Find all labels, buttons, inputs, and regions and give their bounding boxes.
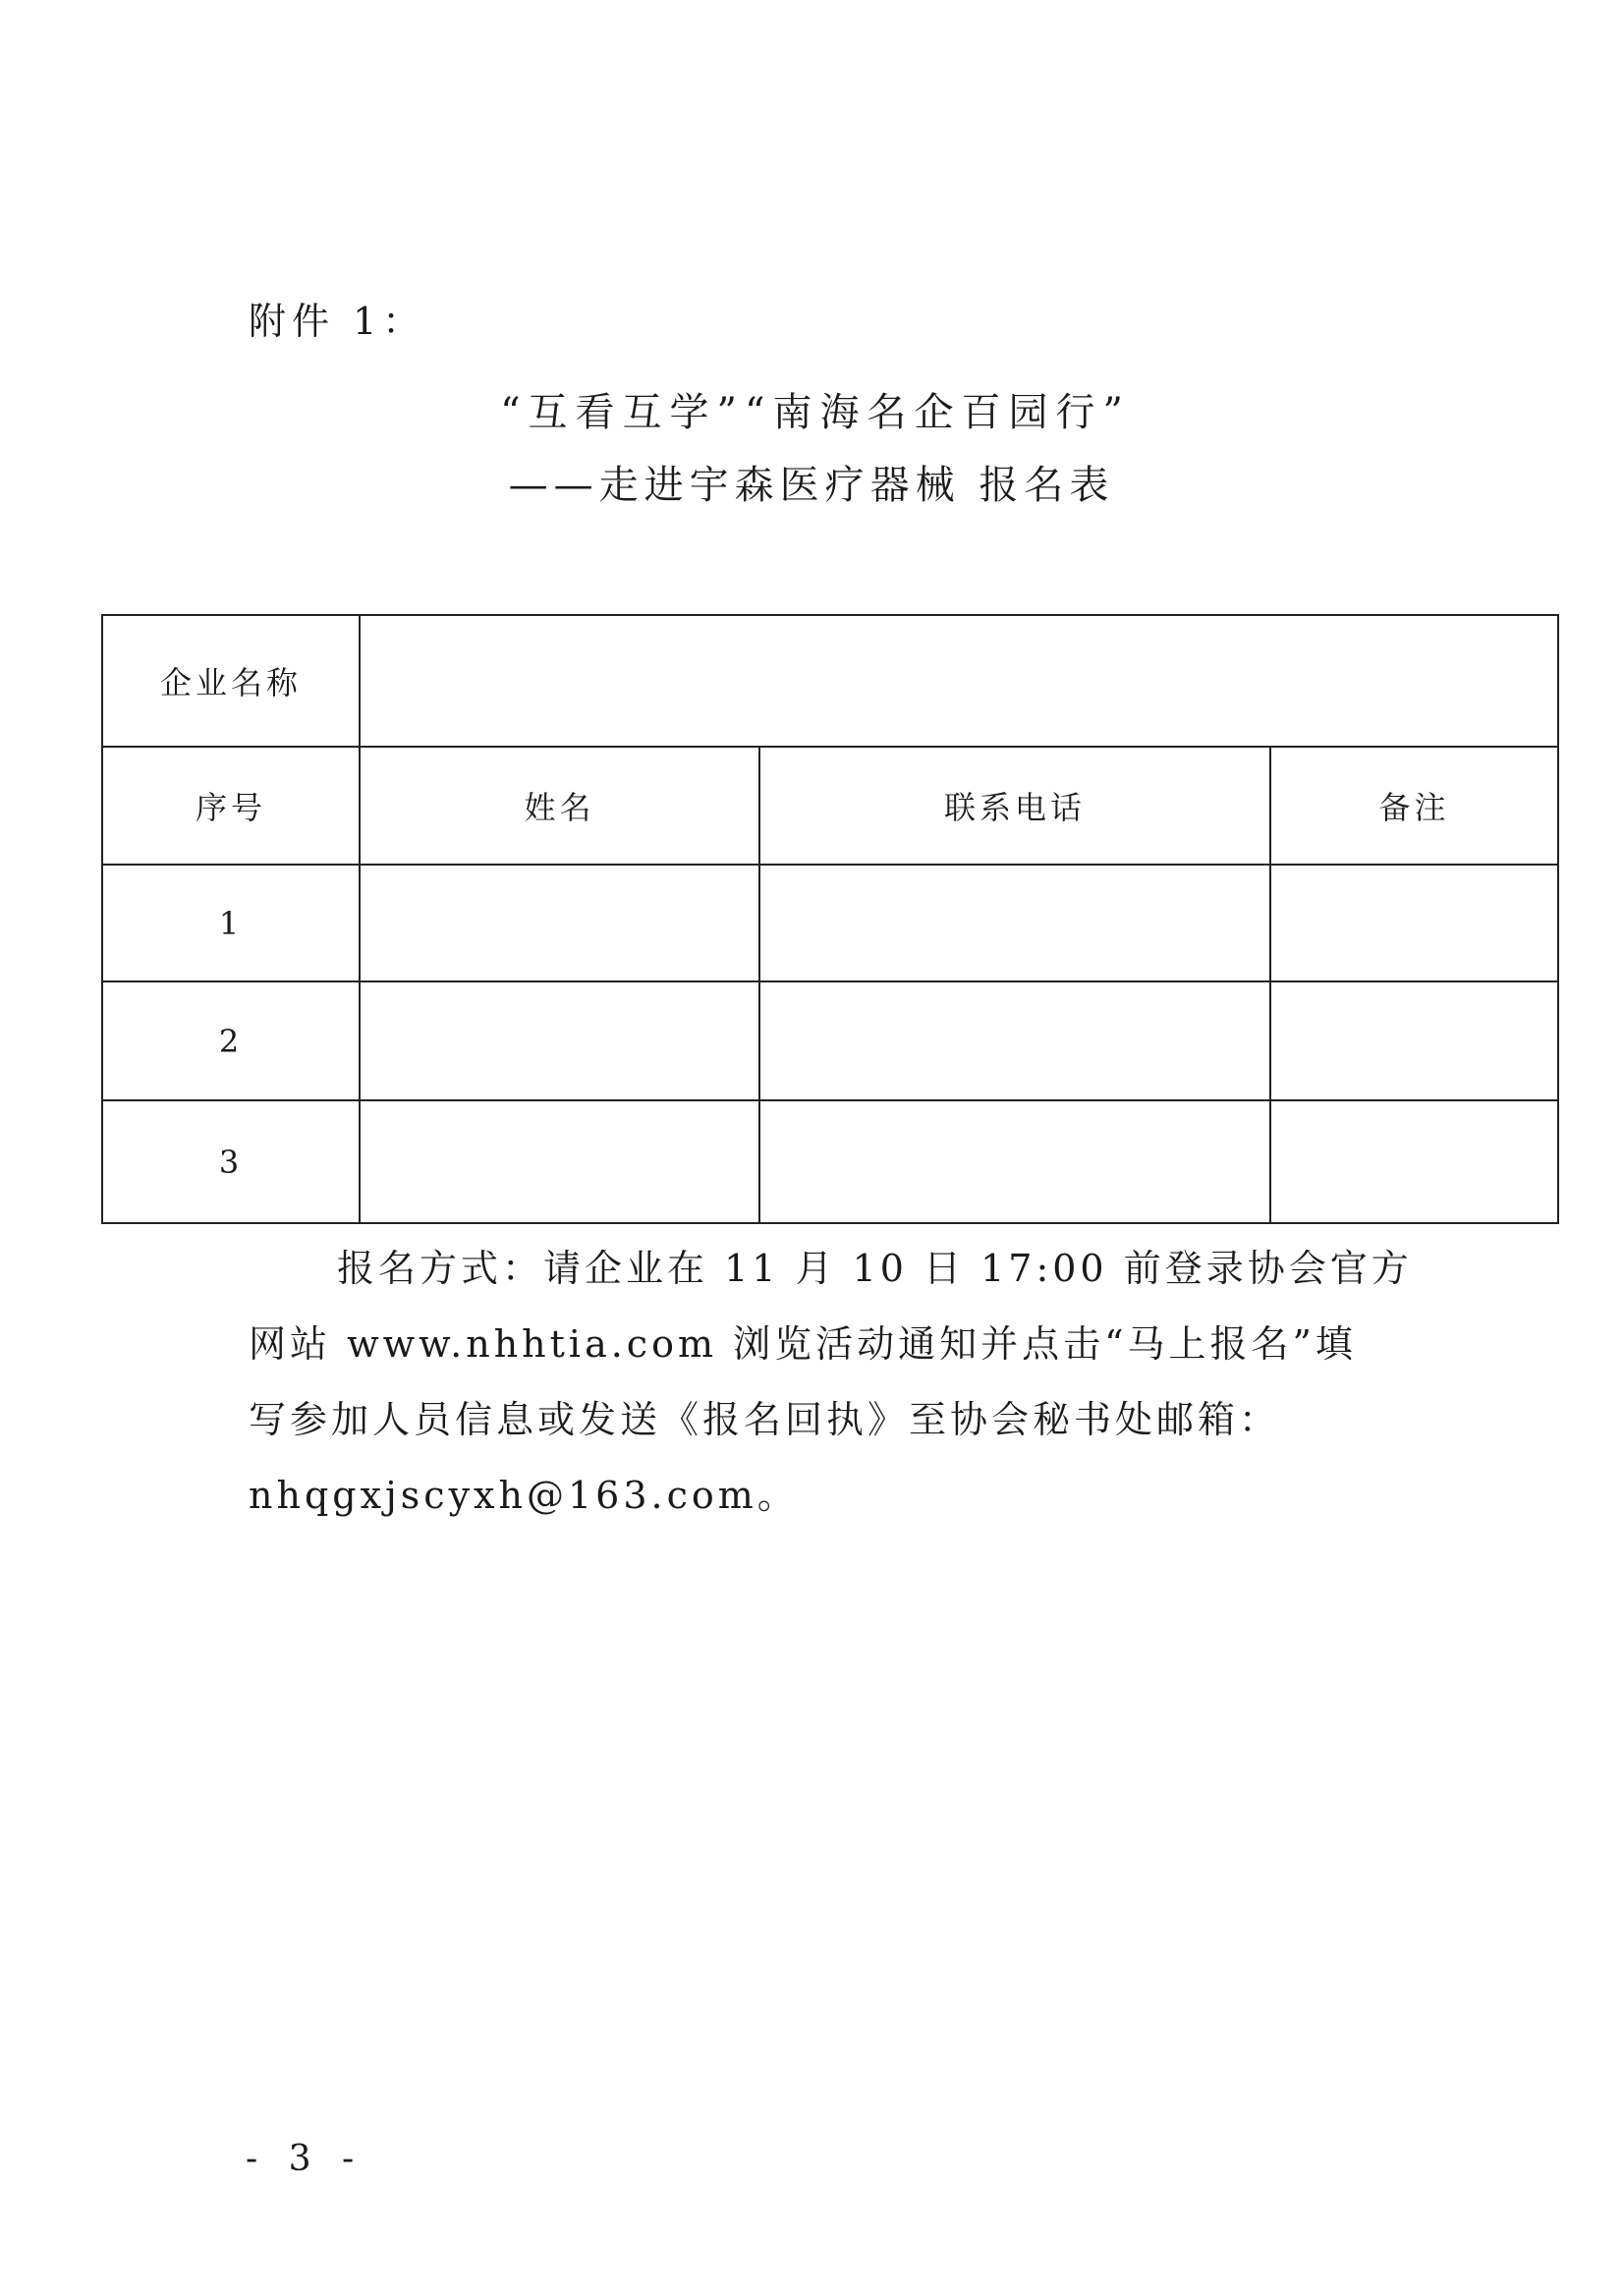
remark-cell[interactable] (1270, 1100, 1558, 1223)
name-cell[interactable] (360, 981, 759, 1100)
table-row (102, 1100, 1558, 1223)
header-phone: 联系电话 (759, 747, 1270, 865)
name-cell[interactable] (360, 1100, 759, 1223)
table-row (102, 981, 1558, 1100)
instruction-line-4-email: nhqgxjscyxh@163.com。 (249, 1474, 799, 1517)
remark-cell[interactable] (1270, 865, 1558, 981)
row-index: 1 (102, 865, 360, 981)
name-cell[interactable] (360, 865, 759, 981)
row-index: 2 (102, 981, 360, 1100)
table-header-row (102, 747, 1558, 865)
company-row (102, 615, 1558, 747)
instruction-line-2: 网站 www.nhhtia.com 浏览活动通知并点击“马上报名”填 (249, 1322, 1357, 1366)
header-remark: 备注 (1270, 747, 1558, 865)
form-title: “互看互学”“南海名企百园行” (500, 390, 1131, 435)
page-number: - 3 - (246, 2139, 364, 2179)
header-name: 姓名 (360, 747, 759, 865)
registration-table (101, 614, 1559, 1224)
header-index: 序号 (102, 747, 360, 865)
company-name-field[interactable] (360, 615, 1558, 747)
phone-cell[interactable] (759, 865, 1270, 981)
form-subtitle: ——走进宇森医疗器械 报名表 (508, 463, 1115, 508)
remark-cell[interactable] (1270, 981, 1558, 1100)
row-index: 3 (102, 1100, 360, 1223)
attachment-label: 附件 1： (249, 300, 426, 343)
phone-cell[interactable] (759, 981, 1270, 1100)
instruction-line-3: 写参加人员信息或发送《报名回执》至协会秘书处邮箱： (249, 1398, 1281, 1441)
phone-cell[interactable] (759, 1100, 1270, 1223)
instruction-line-1: 报名方式：请企业在 11 月 10 日 17:00 前登录协会官方 (337, 1247, 1413, 1290)
registration-instructions (249, 1231, 1413, 1534)
company-name-label: 企业名称 (102, 615, 360, 747)
table-row (102, 865, 1558, 981)
